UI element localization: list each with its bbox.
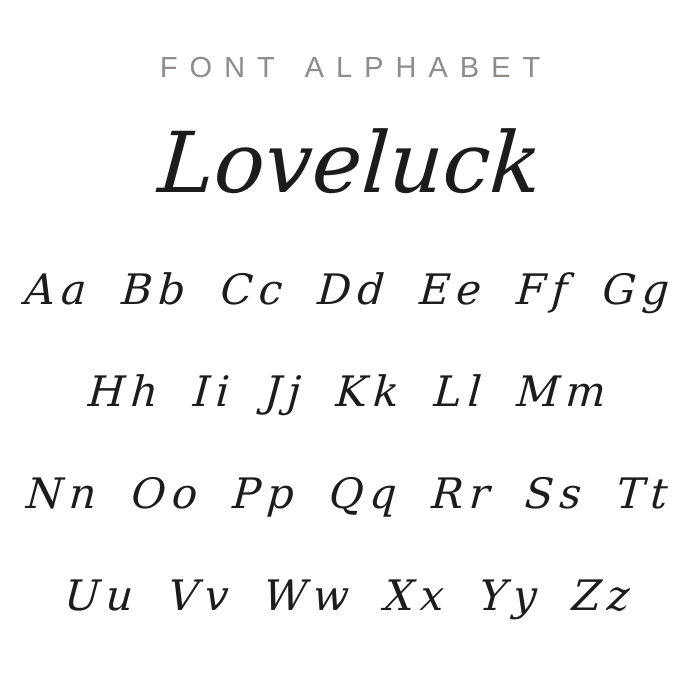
alphabet-row: Uu Vv Ww Xx Yy Zz xyxy=(62,571,638,620)
page-title: FONT ALPHABET xyxy=(159,52,553,84)
font-name-sample: Loveluck xyxy=(155,114,545,212)
alphabet-row: Aa Bb Cc Dd Ee Ff Gg xyxy=(23,265,677,314)
alphabet-row: Nn Oo Pp Qq Rr Ss Tt xyxy=(24,469,676,518)
alphabet-block xyxy=(0,239,700,647)
alphabet-row: Hh Ii Jj Kk Ll Mm xyxy=(86,367,614,416)
